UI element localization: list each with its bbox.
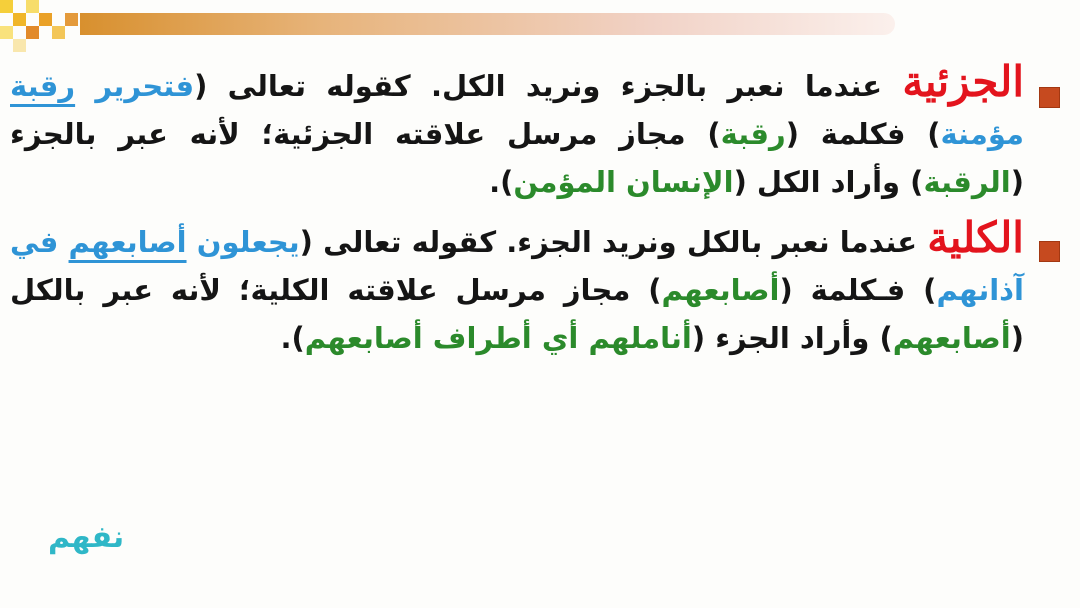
term-heading: الكلية <box>927 213 1024 262</box>
definition-text: عندما نعبر بالجزء ونريد الكل. كقوله تعالى ( <box>194 69 903 103</box>
title-bar-decoration <box>80 13 895 35</box>
section-juz-iyya <box>10 58 1024 206</box>
explanation-text: ) وأراد الكل ( <box>733 165 924 199</box>
closing-text: ). <box>489 165 514 199</box>
quran-verse: يجعلون أصابعهم في آذانهم <box>10 225 1024 307</box>
example-word: أصابعهم <box>661 273 780 307</box>
underlined-word: أصابعهم <box>68 225 187 259</box>
explanation-text: ) مجاز مرسل علاقته الكلية؛ لأنه عبر بالكل ( <box>10 273 1024 355</box>
slide-content <box>10 58 1024 370</box>
explanation-text: ) فكلمة ( <box>785 117 941 151</box>
example-word: الإنسان المؤمن <box>513 165 734 199</box>
underlined-word: رقبة <box>10 69 76 103</box>
example-word: أناملهم أي أطراف أصابعهم <box>304 321 692 355</box>
explanation-text: ) فـكلمة ( <box>779 273 937 307</box>
example-word: الرقبة <box>923 165 1011 199</box>
example-word: أصابعهم <box>892 321 1011 355</box>
quran-verse: فتحرير رقبة مؤمنة <box>10 69 1024 151</box>
closing-text: ). <box>280 321 305 355</box>
explanation-text: ) مجاز مرسل علاقته الجزئية؛ لأنه عبر بالجزء ( <box>10 117 1024 199</box>
term-heading: الجزئية <box>902 57 1024 106</box>
explanation-text: ) وأراد الجزء ( <box>691 321 893 355</box>
nafham-logo: نفهم <box>48 520 125 555</box>
definition-text: عندما نعبر بالكل ونريد الجزء. كقوله تعالى ( <box>299 225 928 259</box>
square-bullet-icon <box>1039 241 1060 262</box>
section-kulliyya <box>10 214 1024 362</box>
square-bullet-icon <box>1039 87 1060 108</box>
example-word: رقبة <box>720 117 786 151</box>
